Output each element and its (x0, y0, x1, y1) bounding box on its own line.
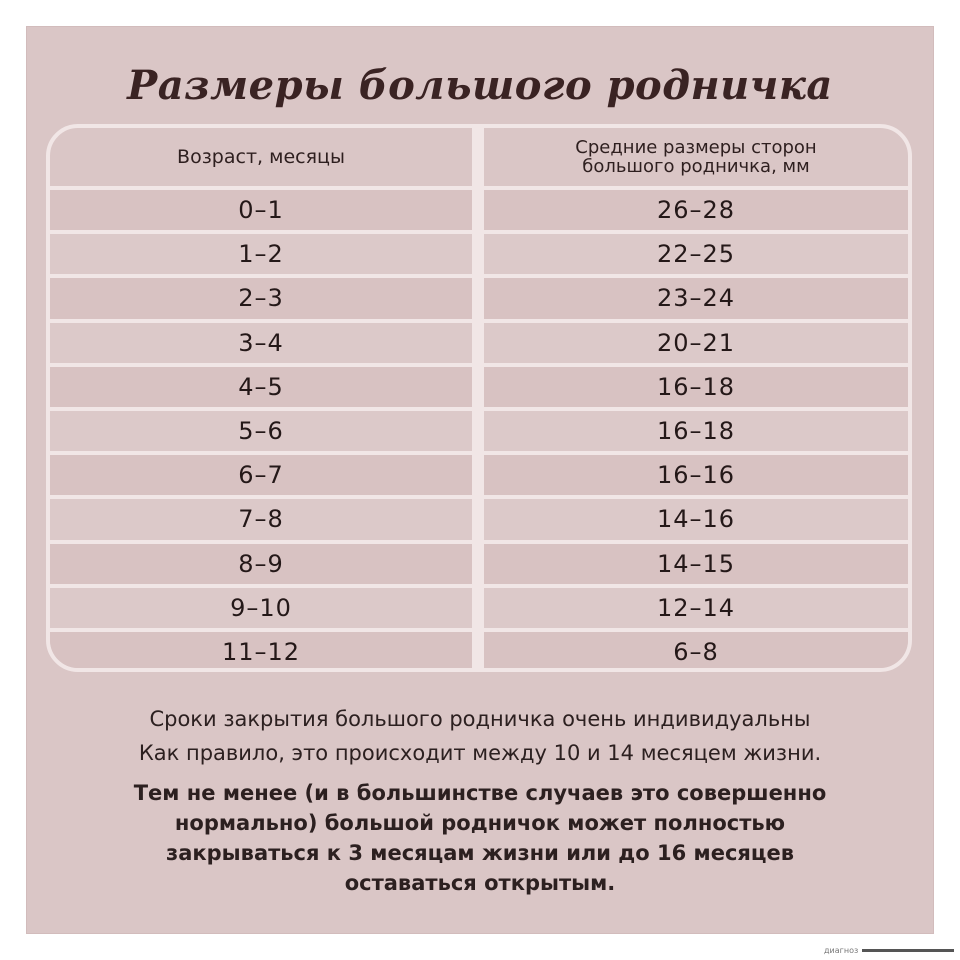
info-card (26, 26, 934, 934)
page-title: Размеры большого родничка (127, 62, 833, 109)
size-cell: 22–25 (484, 234, 908, 278)
age-cell: 4–5 (50, 367, 472, 411)
size-cell: 6–8 (484, 632, 908, 672)
note-line: закрываться к 3 месяцам жизни или до 16 месяцев (166, 841, 794, 865)
age-cell: 9–10 (50, 588, 472, 632)
size-column (484, 128, 908, 668)
note-line: оставаться открытым. (344, 871, 616, 895)
note-line: Тем не менее (и в большинстве случаев это совершенно (133, 781, 827, 805)
size-cell: 14–15 (484, 544, 908, 588)
header-size (484, 128, 908, 190)
size-cell: 16–18 (484, 367, 908, 411)
size-cell: 20–21 (484, 323, 908, 367)
size-cell: 12–14 (484, 588, 908, 632)
age-cell: 0–1 (50, 190, 472, 234)
note-line: Сроки закрытия большого родничка очень индивидуальны (149, 707, 811, 731)
size-cell: 23–24 (484, 278, 908, 322)
age-cell: 3–4 (50, 323, 472, 367)
note-line: нормально) большой родничок может полностью (174, 811, 786, 835)
age-cell: 1–2 (50, 234, 472, 278)
age-rows (50, 190, 472, 672)
age-cell: 2–3 (50, 278, 472, 322)
note-line: Как правило, это происходит между 10 и 14 месяцем жизни. (138, 741, 822, 765)
age-cell: 6–7 (50, 455, 472, 499)
closure-note (26, 702, 934, 770)
age-column (50, 128, 472, 668)
age-cell: 5–6 (50, 411, 472, 455)
watermark (824, 944, 954, 956)
variation-note (26, 778, 934, 898)
header-age: Возраст, месяцы (50, 128, 472, 190)
watermark-text: диагноз (824, 945, 859, 955)
size-cell: 14–16 (484, 499, 908, 543)
size-cell: 16–16 (484, 455, 908, 499)
size-rows (484, 190, 908, 672)
size-cell: 26–28 (484, 190, 908, 234)
header-size-line2: большого родничка, мм (582, 156, 810, 177)
age-cell: 7–8 (50, 499, 472, 543)
column-divider (472, 128, 484, 668)
age-cell: 11–12 (50, 632, 472, 672)
age-cell: 8–9 (50, 544, 472, 588)
header-size-line1: Средние размеры сторон (575, 137, 817, 158)
watermark-bar (862, 949, 954, 952)
fontanelle-size-table (46, 124, 912, 672)
size-cell: 16–18 (484, 411, 908, 455)
